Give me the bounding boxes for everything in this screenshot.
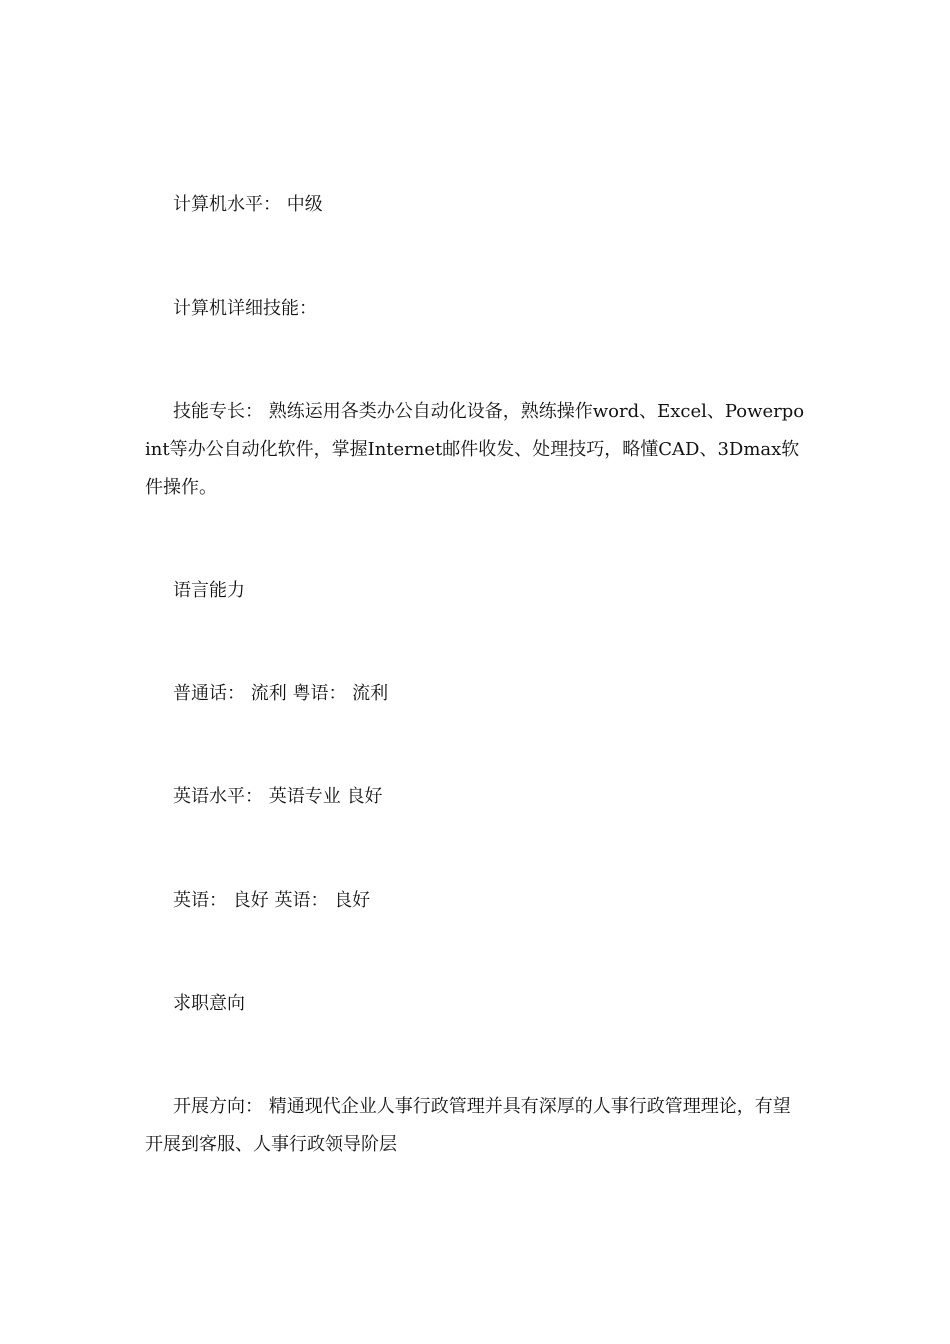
english-level-line: 英语水平： 英语专业 良好 xyxy=(173,786,383,807)
development-direction-paragraph: 开展方向： 精通现代企业人事行政管理并具有深厚的人事行政管理理论，有望开展到客服、人事行政领导阶层 xyxy=(145,1096,791,1155)
skill-specialty-paragraph: 技能专长： 熟练运用各类办公自动化设备，熟练操作word、Excel、Powerpoint等办公自动化软件，掌握Internet邮件收发、处理技巧，略懂CAD、3Dmax软件操作。 xyxy=(145,401,805,498)
computer-level-line: 计算机水平： 中级 xyxy=(173,194,323,215)
language-ability-heading: 语言能力 xyxy=(173,580,245,601)
job-intention-heading: 求职意向 xyxy=(173,993,245,1014)
computer-skills-heading: 计算机详细技能： xyxy=(173,298,317,319)
english-line: 英语： 良好 英语： 良好 xyxy=(173,890,371,911)
mandarin-cantonese-line: 普通话： 流利 粤语： 流利 xyxy=(173,683,389,704)
